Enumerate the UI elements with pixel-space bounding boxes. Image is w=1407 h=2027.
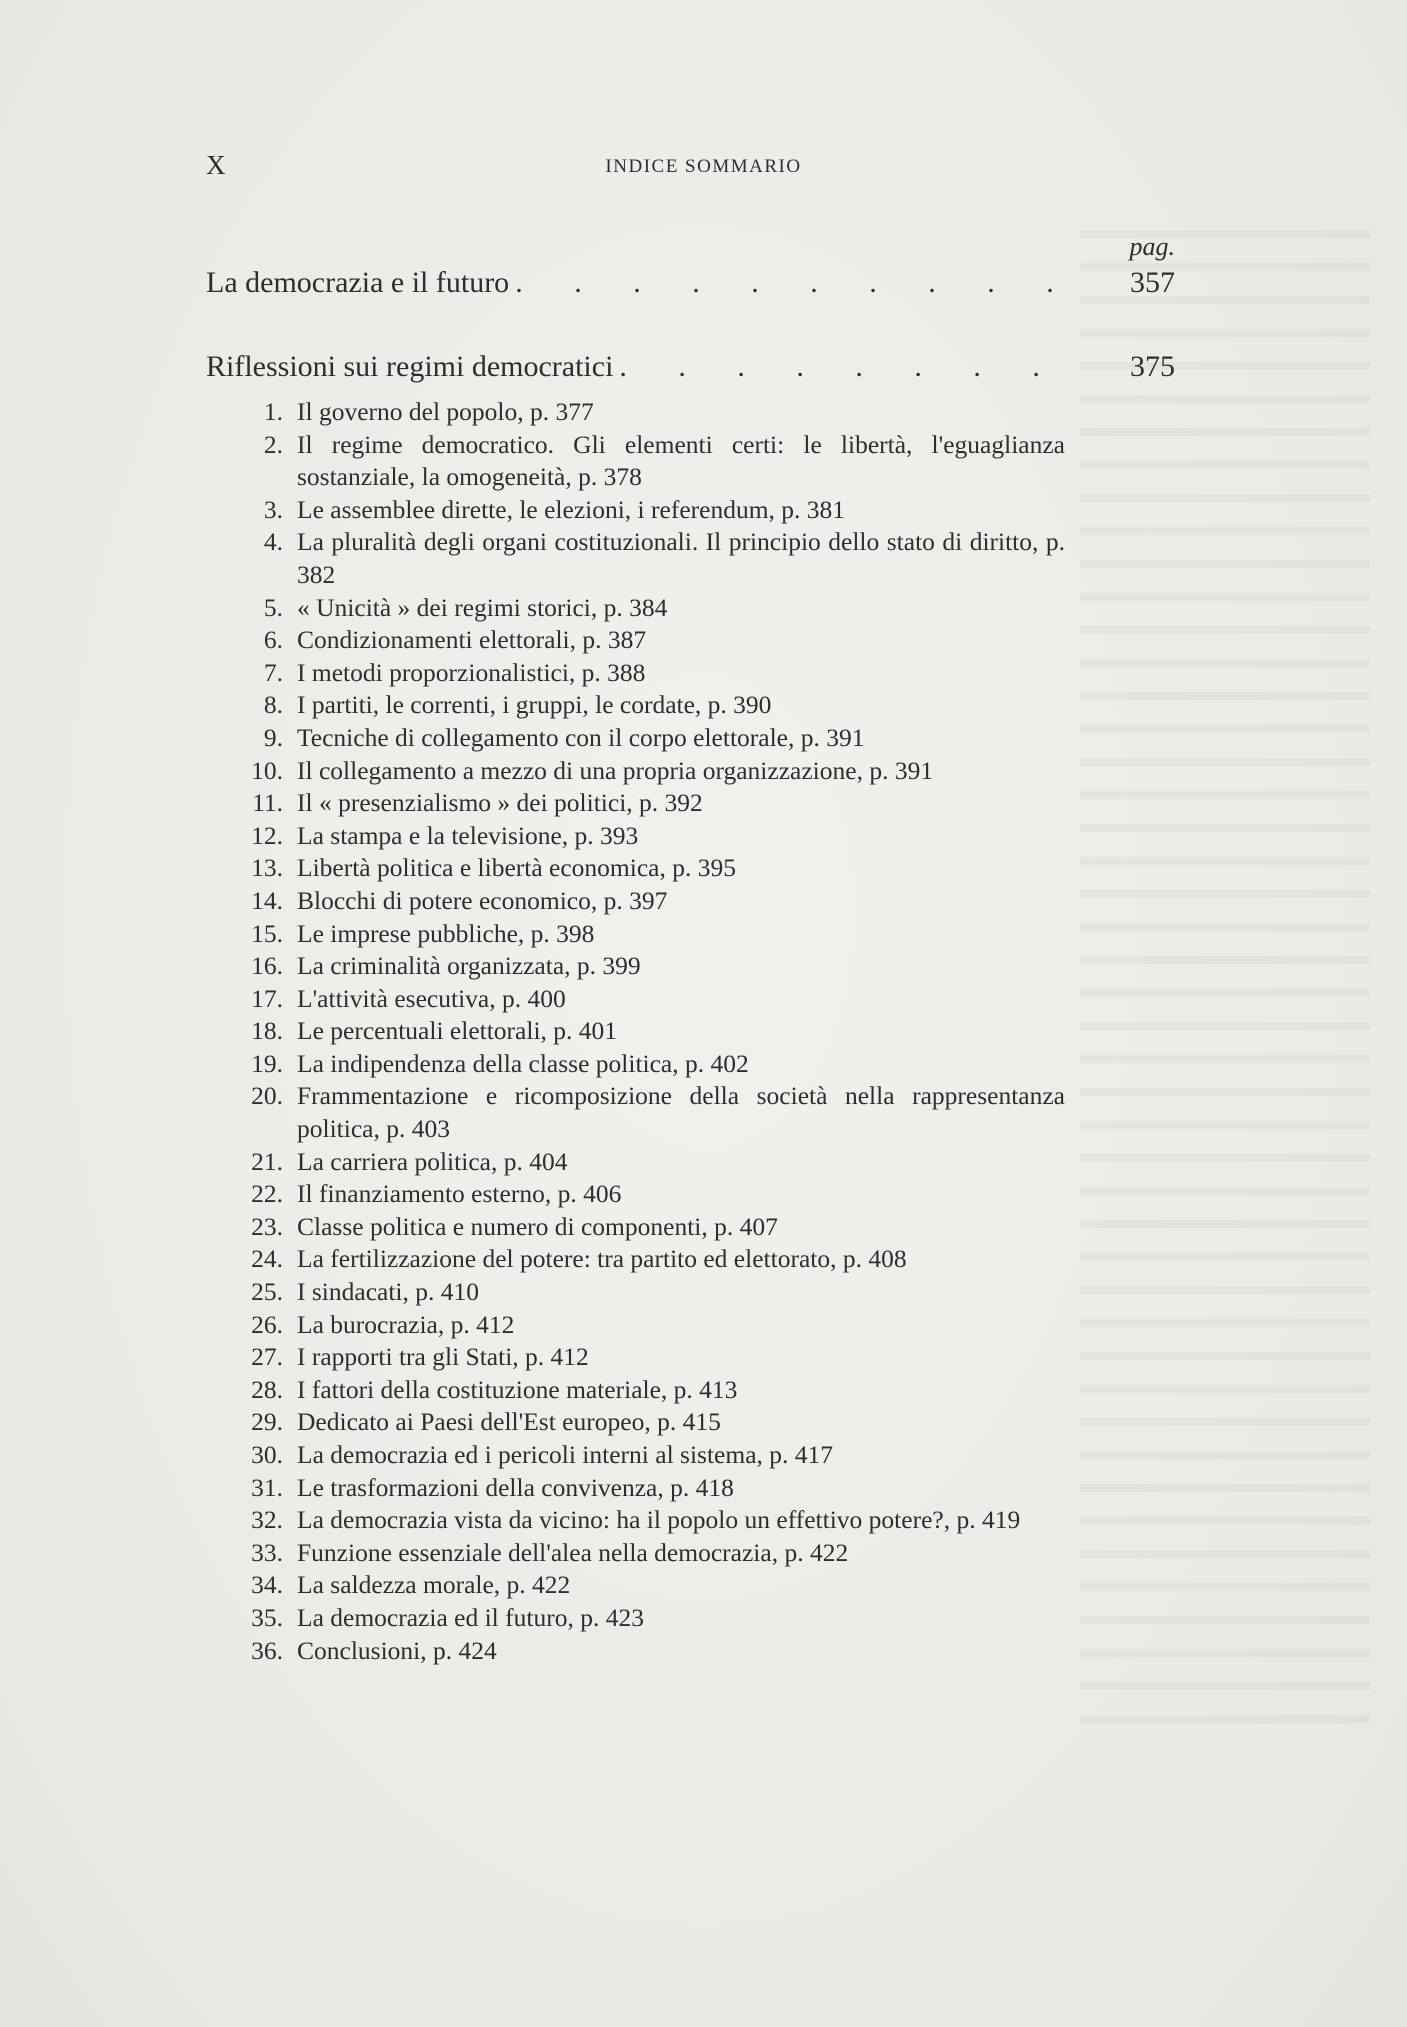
section-number: 15.: [251, 918, 283, 948]
section-item: [0, 396, 1407, 429]
section-number: 18.: [251, 1016, 283, 1046]
toc-entry-title: Riflessioni sui regimi democratici: [206, 350, 614, 383]
section-item: [0, 1243, 1407, 1276]
section-item: [0, 657, 1407, 690]
section-number: 30.: [251, 1440, 283, 1469]
section-number: 8.: [263, 690, 283, 720]
section-number: 4.: [263, 527, 283, 557]
section-item: [0, 1569, 1407, 1602]
section-item: [0, 1504, 1407, 1537]
running-head: INDICE SOMMARIO: [605, 156, 802, 177]
section-number: 5.: [263, 592, 283, 622]
section-number: 36.: [251, 1635, 283, 1665]
page-folio: X: [206, 150, 226, 180]
section-item: [0, 1309, 1407, 1342]
section-number: 34.: [251, 1570, 283, 1600]
toc-entry: [206, 350, 1175, 384]
section-item: [0, 689, 1407, 722]
section-item: [0, 1178, 1407, 1211]
section-number: 16.: [251, 951, 283, 981]
pag-column-label: pag.: [1129, 232, 1175, 261]
section-item: [0, 429, 1407, 494]
section-number: 17.: [251, 983, 283, 1013]
section-title: « Unicità » dei regimi storici, p. 384: [297, 592, 668, 622]
section-title: L'attività esecutiva, p. 400: [297, 983, 566, 1013]
section-item: [0, 1211, 1407, 1244]
section-item: [0, 787, 1407, 820]
section-number: 6.: [263, 625, 283, 655]
toc-entry-page: 375: [1130, 350, 1175, 383]
section-number: 23.: [251, 1211, 283, 1241]
section-number: 32.: [251, 1505, 283, 1535]
section-number: 22.: [251, 1179, 283, 1209]
section-title: I partiti, le correnti, i gruppi, le cordate, p. 390: [297, 690, 772, 720]
section-number: 26.: [251, 1309, 283, 1339]
section-number: 20.: [251, 1081, 283, 1111]
section-item: [0, 852, 1407, 885]
section-title: I fattori della costituzione materiale, p. 413: [297, 1374, 738, 1404]
section-item: [0, 526, 1407, 591]
section-title: I rapporti tra gli Stati, p. 412: [297, 1342, 589, 1372]
section-number: 28.: [251, 1374, 283, 1404]
section-item: [0, 1472, 1407, 1505]
section-item: [0, 494, 1407, 527]
section-number: 24.: [251, 1244, 283, 1274]
section-title: Le assemblee dirette, le elezioni, i referendum, p. 381: [297, 494, 846, 524]
section-number: 27.: [251, 1342, 283, 1372]
section-number: 13.: [251, 853, 283, 883]
section-item: [0, 1341, 1407, 1374]
section-item: [0, 1406, 1407, 1439]
section-title: La democrazia vista da vicino: ha il popolo un effettivo potere?, p. 419: [297, 1505, 1021, 1535]
section-number: 1.: [263, 397, 283, 426]
section-title: Le trasformazioni della convivenza, p. 418: [297, 1472, 734, 1502]
section-number: 2.: [263, 429, 283, 459]
section-title: Classe politica e numero di componenti, p. 407: [297, 1211, 778, 1241]
section-title: La fertilizzazione del potere: tra partito ed elettorato, p. 408: [297, 1244, 907, 1274]
section-item: [0, 1537, 1407, 1570]
section-number: 21.: [251, 1146, 283, 1176]
section-item: [0, 755, 1407, 788]
section-title: Il regime democratico. Gli elementi certi: le libertà, l'eguaglianza sostanziale, la omogeneità, p. 378: [297, 429, 1065, 492]
section-item: [0, 1015, 1407, 1048]
section-item: [0, 1146, 1407, 1179]
section-item: [0, 1276, 1407, 1309]
section-item: [0, 950, 1407, 983]
section-item: [0, 820, 1407, 853]
section-item: [0, 1374, 1407, 1407]
section-title: La indipendenza della classe politica, p. 402: [297, 1048, 749, 1078]
section-title: La democrazia ed il futuro, p. 423: [297, 1602, 644, 1632]
section-title: I sindacati, p. 410: [297, 1277, 479, 1307]
section-title: Tecniche di collegamento con il corpo elettorale, p. 391: [297, 722, 865, 752]
section-title: Blocchi di potere economico, p. 397: [297, 885, 668, 915]
section-item: [0, 1048, 1407, 1081]
section-item: [0, 1635, 1407, 1668]
section-title: Condizionamenti elettorali, p. 387: [297, 625, 647, 655]
section-item: [0, 885, 1407, 918]
section-title: Le percentuali elettorali, p. 401: [297, 1016, 618, 1046]
section-title: Dedicato ai Paesi dell'Est europeo, p. 415: [297, 1407, 721, 1437]
section-title: Le imprese pubbliche, p. 398: [297, 918, 595, 948]
section-number: 25.: [251, 1277, 283, 1307]
section-number: 9.: [263, 722, 283, 752]
section-list: [0, 396, 1407, 1667]
section-title: La stampa e la televisione, p. 393: [297, 820, 639, 850]
section-item: [0, 624, 1407, 657]
section-item: [0, 592, 1407, 625]
section-number: 11.: [252, 788, 283, 818]
section-number: 7.: [263, 657, 283, 687]
section-title: Frammentazione e ricomposizione della società nella rappresentanza politica, p. 403: [297, 1081, 1065, 1144]
section-number: 10.: [251, 755, 283, 785]
section-title: La criminalità organizzata, p. 399: [297, 951, 641, 981]
section-title: Il finanziamento esterno, p. 406: [297, 1179, 622, 1209]
section-title: Funzione essenziale dell'alea nella democrazia, p. 422: [297, 1537, 849, 1567]
section-item: [0, 918, 1407, 951]
section-title: La carriera politica, p. 404: [297, 1146, 568, 1176]
section-title: Conclusioni, p. 424: [297, 1635, 497, 1665]
section-number: 3.: [263, 494, 283, 524]
toc-entry: [206, 266, 1175, 300]
section-title: La burocrazia, p. 412: [297, 1309, 515, 1339]
section-title: I metodi proporzionalistici, p. 388: [297, 657, 646, 687]
section-item: [0, 722, 1407, 755]
section-number: 33.: [251, 1537, 283, 1567]
section-item: [0, 1439, 1407, 1472]
section-title: Il « presenzialismo » dei politici, p. 392: [297, 788, 703, 818]
section-number: 31.: [251, 1472, 283, 1502]
section-number: 29.: [251, 1407, 283, 1437]
dot-leader: . . . . . . . .: [619, 350, 1062, 383]
section-title: Libertà politica e libertà economica, p. 395: [297, 853, 736, 883]
section-title: Il governo del popolo, p. 377: [297, 397, 594, 426]
section-item: [0, 1602, 1407, 1635]
toc-entry-title: La democrazia e il futuro: [206, 266, 510, 299]
dot-leader: . . . . . . . . . .: [515, 266, 1076, 299]
section-number: 12.: [251, 820, 283, 850]
section-title: La pluralità degli organi costituzionali. Il principio dello stato di diritto, p. 382: [297, 527, 1065, 589]
section-title: La saldezza morale, p. 422: [297, 1570, 571, 1600]
section-number: 19.: [251, 1048, 283, 1078]
section-number: 35.: [251, 1602, 283, 1632]
section-item: [0, 983, 1407, 1016]
section-item: [0, 1080, 1407, 1145]
section-title: Il collegamento a mezzo di una propria organizzazione, p. 391: [297, 755, 934, 785]
section-number: 14.: [251, 885, 283, 915]
section-title: La democrazia ed i pericoli interni al sistema, p. 417: [297, 1440, 834, 1469]
toc-entry-page: 357: [1130, 266, 1175, 299]
